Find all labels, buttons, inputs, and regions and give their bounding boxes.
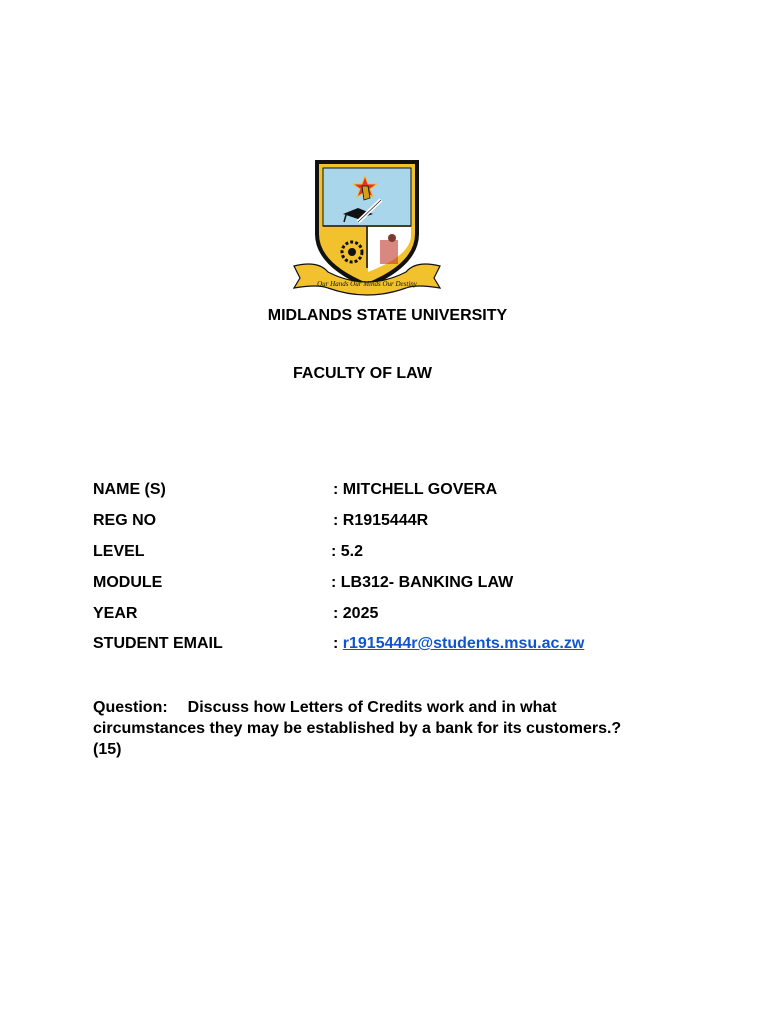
year-value: : 2025 xyxy=(333,605,379,622)
name-label: NAME (S) xyxy=(93,481,166,498)
reg-no-value: : R1915444R xyxy=(333,512,429,529)
faculty-name: FACULTY OF LAW xyxy=(293,365,432,382)
question-text: Discuss how Letters of Credits work and in what circumstances they may be established by a bank for its customers.? (15) xyxy=(93,699,622,758)
name-value: : MITCHELL GOVERA xyxy=(333,481,498,498)
level-label: LEVEL xyxy=(93,543,145,560)
email-value xyxy=(333,635,584,653)
question-block xyxy=(93,697,653,760)
email-colon: : xyxy=(333,635,343,652)
reg-no-label: REG NO xyxy=(93,512,157,529)
module-value: : LB312- BANKING LAW xyxy=(331,574,514,591)
module-label: MODULE xyxy=(93,574,163,591)
question-label: Question: xyxy=(93,699,168,716)
university-name: MIDLANDS STATE UNIVERSITY xyxy=(267,307,508,324)
logo-motto: Our Hands Our Minds Our Destiny xyxy=(317,280,417,288)
email-label: STUDENT EMAIL xyxy=(93,635,223,652)
student-email-link[interactable]: r1915444r@students.msu.ac.zw xyxy=(342,635,585,652)
level-value: : 5.2 xyxy=(331,543,364,560)
university-logo xyxy=(288,156,446,296)
year-label: YEAR xyxy=(93,605,138,622)
